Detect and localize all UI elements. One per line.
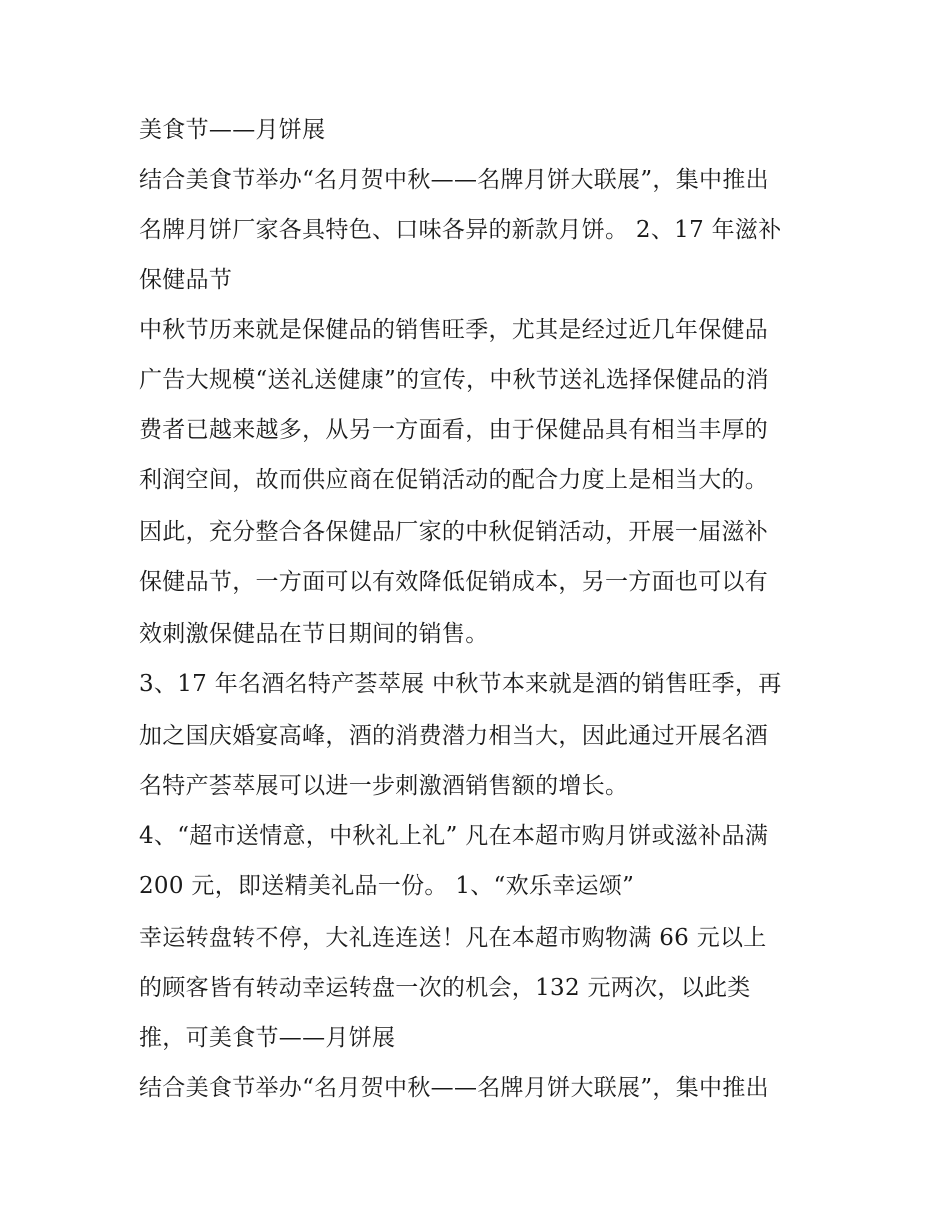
text-line: 加之国庆婚宴高峰，酒的消费潜力相当大，因此通过开展名酒 — [139, 723, 769, 749]
text-line: 保健品节，一方面可以有效降低促销成本，另一方面也可以有 — [139, 569, 769, 595]
text-line: 费者已越来越多，从另一方面看，由于保健品具有相当丰厚的 — [139, 417, 769, 443]
text-line: 效刺激保健品在节日期间的销售。 — [139, 621, 489, 647]
text-line: 利润空间，故而供应商在促销活动的配合力度上是相当大的。 — [139, 467, 769, 493]
text-line: 美食节——月饼展 — [139, 117, 326, 143]
text-line: 结合美食节举办“名月贺中秋——名牌月饼大联展”，集中推出 — [139, 1075, 769, 1101]
text-line: 4、“超市送情意，中秋礼上礼” 凡在本超市购月饼或滋补品满 — [139, 823, 769, 849]
text-line: 结合美食节举办“名月贺中秋——名牌月饼大联展”，集中推出 — [139, 167, 769, 193]
text-line: 保健品节 — [139, 267, 233, 293]
text-line: 200 元，即送精美礼品一份。 1、“欢乐幸运颂” — [139, 873, 635, 899]
text-line: 名牌月饼厂家各具特色、口味各异的新款月饼。 2、17 年滋补 — [139, 217, 782, 243]
text-line: 3、17 年名酒名特产荟萃展 中秋节本来就是酒的销售旺季，再 — [139, 671, 782, 697]
text-line: 推，可美食节——月饼展 — [139, 1025, 396, 1051]
text-line: 幸运转盘转不停，大礼连连送！凡在本超市购物满 66 元以上 — [139, 925, 767, 951]
text-line: 广告大规模“送礼送健康”的宣传，中秋节送礼选择保健品的消 — [139, 367, 769, 393]
text-line: 名特产荟萃展可以进一步刺激酒销售额的增长。 — [139, 773, 629, 799]
text-line: 因此，充分整合各保健品厂家的中秋促销活动，开展一届滋补 — [139, 519, 769, 545]
text-line: 中秋节历来就是保健品的销售旺季，尤其是经过近几年保健品 — [139, 317, 769, 343]
text-line: 的顾客皆有转动幸运转盘一次的机会，132 元两次，以此类 — [139, 975, 751, 1001]
